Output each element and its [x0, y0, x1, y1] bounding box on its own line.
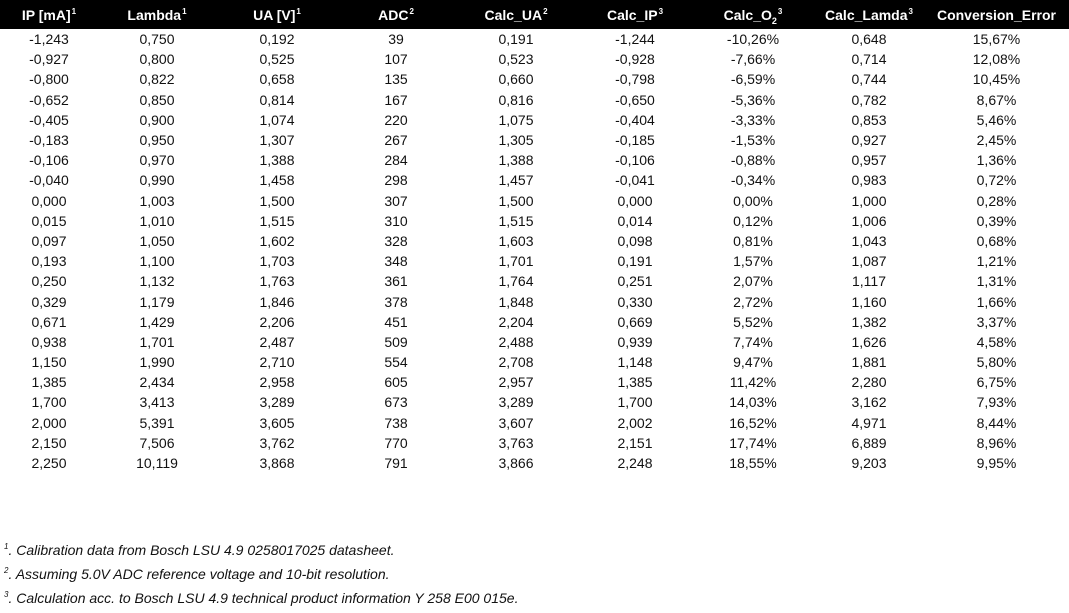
- table-cell: 0,800: [139, 51, 175, 68]
- table-cell: 4,58%: [976, 333, 1017, 350]
- table-cell: 5,391: [139, 414, 175, 431]
- footnote: [4, 586, 518, 610]
- column-header-footnote-mark: 1: [182, 6, 187, 16]
- table-row: [0, 332, 1069, 352]
- table-cell: 0,28%: [976, 192, 1017, 209]
- table-cell: 1,457: [498, 172, 534, 189]
- table-cell: 6,889: [851, 434, 887, 451]
- table-cell: -3,33%: [730, 111, 776, 128]
- table-cell: -0,106: [29, 152, 69, 169]
- table-cell: 0,853: [851, 111, 887, 128]
- table-cell: 5,52%: [733, 313, 773, 330]
- table-cell: 3,605: [259, 414, 295, 431]
- table-cell: 1,010: [139, 212, 175, 229]
- table-cell: 7,93%: [976, 394, 1017, 411]
- table-cell: 10,45%: [972, 71, 1021, 88]
- table-cell: 9,203: [851, 455, 887, 472]
- table-cell: 0,850: [139, 91, 175, 108]
- table-cell: 1,132: [139, 273, 175, 290]
- table-cell: 2,488: [498, 333, 534, 350]
- table-cell: 1,117: [852, 273, 886, 290]
- table-cell: 0,927: [851, 132, 887, 149]
- table-cell: 135: [384, 71, 408, 88]
- table-cell: -1,53%: [730, 132, 776, 149]
- table-cell: 2,07%: [733, 273, 773, 290]
- table-cell: 10,119: [136, 455, 178, 472]
- table-cell: 0,523: [498, 51, 534, 68]
- table-cell: 2,206: [259, 313, 295, 330]
- table-cell: 1,385: [617, 374, 653, 391]
- table-cell: 673: [384, 394, 408, 411]
- table-cell: -0,927: [29, 51, 69, 68]
- table-cell: 1,21%: [976, 253, 1017, 270]
- table-row: [0, 110, 1069, 130]
- table-cell: 0,814: [259, 91, 295, 108]
- table-row: [0, 150, 1069, 170]
- table-cell: 0,714: [851, 51, 887, 68]
- table-cell: 1,006: [851, 212, 887, 229]
- table-cell: 5,46%: [976, 111, 1017, 128]
- table-cell: 605: [384, 374, 408, 391]
- table-cell: -1,243: [29, 31, 69, 48]
- table-cell: -0,652: [29, 91, 69, 108]
- footnote-mark: 2: [4, 566, 9, 575]
- column-header: [814, 0, 924, 29]
- table-row: [0, 211, 1069, 231]
- footnotes: [4, 538, 518, 610]
- column-header-label: Calc_UA: [484, 6, 543, 23]
- table-cell: 5,80%: [976, 354, 1017, 371]
- table-row: [0, 392, 1069, 412]
- table-row: [0, 90, 1069, 110]
- table-row: [0, 251, 1069, 271]
- table-cell: 167: [384, 91, 408, 108]
- footnote: [4, 538, 518, 562]
- table-cell: 1,074: [259, 111, 295, 128]
- table-cell: 0,39%: [976, 212, 1017, 229]
- column-header-footnote-mark: 2: [409, 6, 414, 16]
- table-cell: 1,500: [498, 192, 534, 209]
- table-cell: 1,500: [259, 192, 295, 209]
- table-cell: -0,798: [615, 71, 655, 88]
- table-cell: 17,74%: [729, 434, 777, 451]
- table-cell: 1,57%: [733, 253, 773, 270]
- table-cell: 267: [384, 132, 408, 149]
- table-cell: 1,458: [259, 172, 295, 189]
- table-cell: 0,191: [498, 31, 534, 48]
- table-cell: 1,700: [617, 394, 653, 411]
- table-cell: 0,939: [617, 333, 653, 350]
- table-cell: 1,700: [31, 394, 67, 411]
- column-header-footnote-mark: 1: [296, 6, 301, 16]
- table-row: [0, 170, 1069, 190]
- table-cell: 11,42%: [729, 374, 777, 391]
- table-cell: 1,179: [139, 293, 175, 310]
- table-cell: 0,816: [498, 91, 534, 108]
- footnote-text: . Calculation acc. to Bosch LSU 4.9 technical product information Y 258 E00 015e.: [8, 590, 519, 606]
- table-cell: -0,800: [29, 71, 69, 88]
- table-row: [0, 271, 1069, 291]
- table-cell: 2,487: [259, 333, 295, 350]
- table-cell: 0,014: [617, 212, 653, 229]
- column-header-subscript: 2: [771, 15, 777, 26]
- table-cell: 0,098: [617, 232, 653, 249]
- footnote-mark: 1: [4, 542, 9, 551]
- table-cell: 0,191: [617, 253, 653, 270]
- table-cell: 1,626: [851, 333, 887, 350]
- table-cell: 2,250: [31, 455, 67, 472]
- table-cell: 2,150: [31, 434, 67, 451]
- column-header: [924, 0, 1069, 29]
- table-cell: 1,388: [259, 152, 295, 169]
- table-cell: 1,848: [498, 293, 534, 310]
- table-cell: 15,67%: [972, 31, 1021, 48]
- column-header: [338, 0, 454, 29]
- table-cell: 3,762: [259, 434, 295, 451]
- table-cell: 770: [384, 434, 408, 451]
- column-header-label: Calc_Lamda: [825, 6, 908, 23]
- table-cell: 1,990: [139, 354, 175, 371]
- table-cell: 1,515: [259, 212, 295, 229]
- table-cell: 3,607: [498, 414, 534, 431]
- table-cell: -6,59%: [730, 71, 776, 88]
- table-cell: 0,000: [617, 192, 653, 209]
- table-cell: 1,087: [851, 253, 887, 270]
- table-cell: 451: [384, 313, 408, 330]
- table-cell: -0,041: [615, 172, 655, 189]
- table-row: [0, 231, 1069, 251]
- table-cell: 307: [384, 192, 408, 209]
- table-cell: 509: [384, 333, 408, 350]
- table-cell: 2,248: [617, 455, 653, 472]
- table-cell: 0,648: [851, 31, 887, 48]
- table-cell: -0,040: [29, 172, 69, 189]
- table-cell: 8,44%: [976, 414, 1017, 431]
- table-cell: 39: [388, 31, 404, 48]
- table-cell: 1,603: [498, 232, 534, 249]
- table-cell: 2,204: [498, 313, 534, 330]
- table-cell: 0,900: [139, 111, 175, 128]
- table-cell: 0,744: [851, 71, 887, 88]
- table-cell: 0,938: [31, 333, 67, 350]
- table-cell: 0,990: [139, 172, 175, 189]
- table-cell: 1,31%: [976, 273, 1017, 290]
- table-cell: 9,95%: [976, 455, 1017, 472]
- table-cell: 9,47%: [733, 354, 773, 371]
- table-cell: 554: [384, 354, 408, 371]
- table-cell: 2,000: [31, 414, 67, 431]
- table-cell: 0,192: [259, 31, 295, 48]
- table-cell: 107: [384, 51, 408, 68]
- table-cell: 3,162: [851, 394, 887, 411]
- table-cell: 8,67%: [976, 91, 1017, 108]
- column-header-label: Calc_IP: [606, 6, 658, 23]
- table-cell: -0,185: [615, 132, 655, 149]
- table-cell: 1,388: [498, 152, 534, 169]
- table-cell: -0,34%: [730, 172, 776, 189]
- table-cell: -0,404: [615, 111, 655, 128]
- table-row: [0, 433, 1069, 453]
- table-row: [0, 312, 1069, 332]
- column-header: [0, 0, 98, 29]
- table-cell: 0,957: [851, 152, 887, 169]
- table-cell: 0,68%: [976, 232, 1017, 249]
- table-cell: 6,75%: [976, 374, 1017, 391]
- table-cell: 0,000: [31, 192, 67, 209]
- table-row: [0, 291, 1069, 311]
- table-cell: -5,36%: [730, 91, 776, 108]
- table-cell: 1,846: [259, 293, 295, 310]
- table-cell: 3,763: [498, 434, 534, 451]
- table-cell: -1,244: [615, 31, 655, 48]
- table-cell: 0,822: [139, 71, 175, 88]
- table-cell: 1,075: [498, 111, 534, 128]
- table-cell: 2,280: [851, 374, 887, 391]
- table-cell: 0,669: [617, 313, 653, 330]
- table-cell: 3,866: [498, 455, 534, 472]
- table-cell: 0,015: [31, 212, 67, 229]
- footnote: [4, 562, 518, 586]
- table-cell: 1,703: [259, 253, 295, 270]
- column-header-label: Lambda: [127, 6, 182, 23]
- table-cell: 0,658: [259, 71, 295, 88]
- table-cell: 0,72%: [976, 172, 1017, 189]
- table-cell: 738: [384, 414, 408, 431]
- column-header-footnote-mark: 3: [777, 6, 783, 16]
- table-row: [0, 29, 1069, 49]
- footnote-mark: 3: [4, 590, 9, 599]
- table-cell: 3,37%: [976, 313, 1017, 330]
- column-header: [692, 0, 814, 29]
- table-cell: 1,701: [139, 333, 175, 350]
- table-row: [0, 352, 1069, 372]
- table-row: [0, 49, 1069, 69]
- table-cell: 0,671: [31, 313, 67, 330]
- table-cell: 0,12%: [733, 212, 773, 229]
- table-cell: 3,289: [259, 394, 295, 411]
- table-body: [0, 29, 1069, 473]
- table-cell: 0,193: [31, 253, 67, 270]
- table-cell: 2,72%: [733, 293, 773, 310]
- column-header-label: Conversion_Error: [936, 6, 1057, 23]
- table-cell: 220: [384, 111, 408, 128]
- table-cell: 0,970: [139, 152, 175, 169]
- table-cell: 1,881: [851, 354, 887, 371]
- table-cell: 0,660: [498, 71, 534, 88]
- table-cell: 378: [384, 293, 408, 310]
- table-cell: -0,88%: [730, 152, 776, 169]
- table-cell: 16,52%: [729, 414, 777, 431]
- table-cell: 310: [384, 212, 408, 229]
- column-header-label: ADC: [378, 6, 409, 23]
- column-header-footnote-mark: 2: [543, 6, 548, 16]
- column-header-label: IP [mA]: [21, 6, 71, 23]
- table-cell: 3,868: [259, 455, 295, 472]
- table-cell: -7,66%: [730, 51, 776, 68]
- table-cell: 2,710: [259, 354, 295, 371]
- column-header: [454, 0, 578, 29]
- table-cell: 328: [384, 232, 408, 249]
- table-cell: 0,983: [851, 172, 887, 189]
- table-cell: 7,506: [139, 434, 175, 451]
- table-cell: 2,957: [498, 374, 534, 391]
- table-header: [0, 0, 1069, 29]
- table-cell: 1,763: [259, 273, 295, 290]
- table-cell: 1,429: [139, 313, 175, 330]
- table-cell: 298: [384, 172, 408, 189]
- column-header-footnote-mark: 3: [658, 6, 664, 16]
- table-cell: 0,750: [139, 31, 175, 48]
- column-header: [216, 0, 338, 29]
- table-cell: 1,36%: [976, 152, 1017, 169]
- table-cell: 1,701: [498, 253, 534, 270]
- table-cell: 1,764: [498, 273, 534, 290]
- table-cell: 0,251: [617, 273, 653, 290]
- table-cell: 0,950: [139, 132, 175, 149]
- column-header: [578, 0, 692, 29]
- table-row: [0, 130, 1069, 150]
- table-cell: 1,382: [851, 313, 887, 330]
- table-cell: 2,708: [498, 354, 534, 371]
- table-cell: 1,515: [498, 212, 534, 229]
- table-cell: 14,03%: [729, 394, 777, 411]
- footnote-text: . Calibration data from Bosch LSU 4.9 0258017025 datasheet.: [8, 542, 395, 558]
- table-cell: 1,150: [31, 354, 67, 371]
- table-cell: 0,525: [259, 51, 295, 68]
- header-row: [0, 0, 1069, 29]
- table-cell: 7,74%: [733, 333, 773, 350]
- table-cell: 1,148: [617, 354, 653, 371]
- table-cell: 0,329: [31, 293, 67, 310]
- column-header-footnote-mark: 1: [71, 6, 77, 16]
- table-cell: 1,000: [851, 192, 887, 209]
- table-cell: 1,160: [851, 293, 887, 310]
- table-cell: -0,106: [615, 152, 655, 169]
- table-cell: 1,100: [139, 253, 175, 270]
- table-cell: 348: [384, 253, 408, 270]
- table-cell: 18,55%: [729, 455, 777, 472]
- table-cell: 0,81%: [733, 232, 773, 249]
- table-cell: 361: [384, 273, 408, 290]
- table-cell: 791: [384, 455, 408, 472]
- table-cell: 2,002: [617, 414, 653, 431]
- table-cell: 2,151: [617, 434, 653, 451]
- column-header-footnote-mark: 3: [908, 6, 913, 16]
- table-row: [0, 69, 1069, 89]
- table-cell: 4,971: [851, 414, 887, 431]
- table-cell: 1,003: [139, 192, 175, 209]
- table-row: [0, 413, 1069, 433]
- table-cell: 3,413: [139, 394, 175, 411]
- table-cell: 0,330: [617, 293, 653, 310]
- table-cell: 2,434: [139, 374, 175, 391]
- table-cell: 0,00%: [733, 192, 773, 209]
- table-row: [0, 453, 1069, 473]
- column-header-label: Calc_O: [723, 6, 772, 23]
- table-cell: 1,050: [139, 232, 175, 249]
- table-cell: 2,958: [259, 374, 295, 391]
- column-header: [98, 0, 216, 29]
- table-cell: -0,650: [615, 91, 655, 108]
- table-cell: 12,08%: [972, 51, 1021, 68]
- table-cell: -0,928: [615, 51, 655, 68]
- footnote-text: . Assuming 5.0V ADC reference voltage and 10-bit resolution.: [8, 566, 390, 582]
- table-cell: -0,183: [29, 132, 69, 149]
- table-cell: 0,250: [31, 273, 67, 290]
- column-header-label: UA [V]: [253, 6, 296, 23]
- table-cell: 1,385: [31, 374, 67, 391]
- table-cell: 1,307: [259, 132, 295, 149]
- table-cell: 1,305: [498, 132, 534, 149]
- table-cell: 2,45%: [976, 132, 1017, 149]
- table-cell: 1,66%: [976, 293, 1017, 310]
- table-cell: 0,782: [851, 91, 887, 108]
- table-row: [0, 372, 1069, 392]
- table-cell: -10,26%: [726, 31, 780, 48]
- table-row: [0, 191, 1069, 211]
- table-cell: 3,289: [498, 394, 534, 411]
- table-cell: -0,405: [29, 111, 69, 128]
- table-cell: 1,043: [851, 232, 887, 249]
- table-cell: 1,602: [259, 232, 295, 249]
- table-cell: 8,96%: [976, 434, 1017, 451]
- table-cell: 0,097: [31, 232, 67, 249]
- table-cell: 284: [384, 152, 408, 169]
